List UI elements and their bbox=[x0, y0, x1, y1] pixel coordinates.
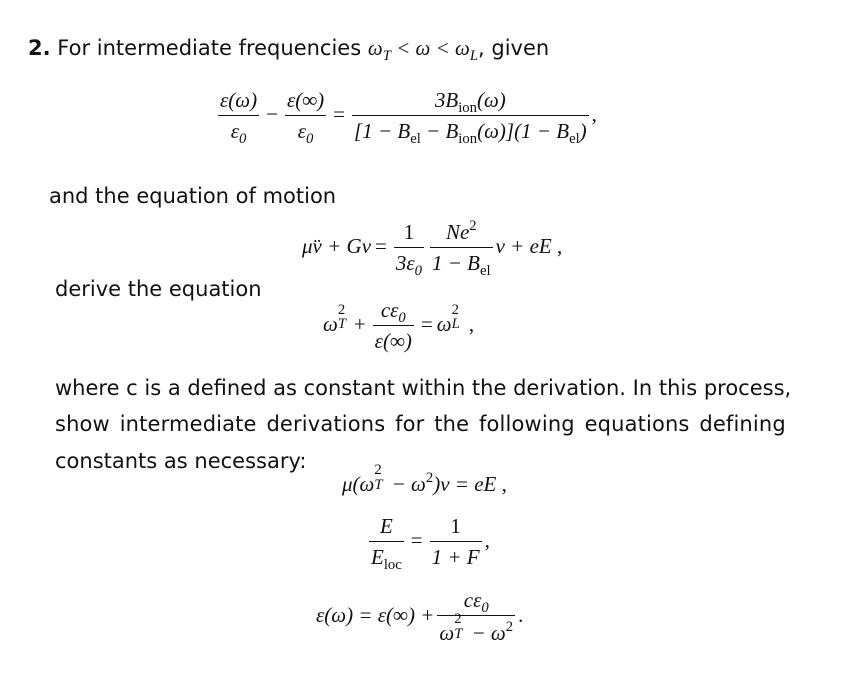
equation-oscillator: μ(ω 2 T − $\omega^2)v$ = eE , bbox=[342, 461, 507, 496]
given-text: given bbox=[491, 36, 550, 60]
where-line-1: where c is a defined as constant within the derivation. In this process, bbox=[55, 376, 792, 400]
frequency-inequality: $\omega_T < \omega < \omega_L$ bbox=[367, 36, 479, 65]
equation-target: ω 2 T + $\frac{c\varepsilon_0}{\varepsilon(\infty)}$ = ω 2 L , bbox=[323, 298, 475, 353]
derive-text: derive the equation bbox=[55, 277, 262, 301]
and-text: and the equation of motion bbox=[49, 184, 337, 208]
problem-header: 2. For intermediate frequencies $\omega_T < \omega < \omega_L$, given bbox=[28, 36, 550, 65]
where-line-3: constants as necessary: bbox=[55, 449, 307, 473]
equation-dielectric-function: ε(ω) = ε(∞) + $c\varepsilon_0$ ω 2 T − $\omega^2$ . bbox=[316, 588, 524, 645]
intro-text: For intermediate frequencies bbox=[57, 36, 362, 60]
equation-local-field: $\frac{E}{E_{loc}}$ = $\frac{1}{1 + F}$ , bbox=[371, 514, 490, 574]
problem-number: 2. bbox=[28, 36, 51, 60]
equation-of-motion: μv̈ + Gv = $\frac{1}{3\varepsilon_0}$ $\frac{Ne^2}{1 - B_{el}}$ v + eE , bbox=[302, 218, 563, 280]
equation-dielectric-ratio: $\frac{\varepsilon(\omega)}{\varepsilon_0}$ − $\frac{\varepsilon(\infty)}{\varepsilon_0}$ = $\frac{3B_{ion}(\omega)}{[1 - B_{el} - B_{ion}(\omega)](1 - B_{el})}$ , bbox=[220, 88, 597, 148]
where-line-2: show intermediate derivations for the following equations defining bbox=[55, 412, 786, 436]
